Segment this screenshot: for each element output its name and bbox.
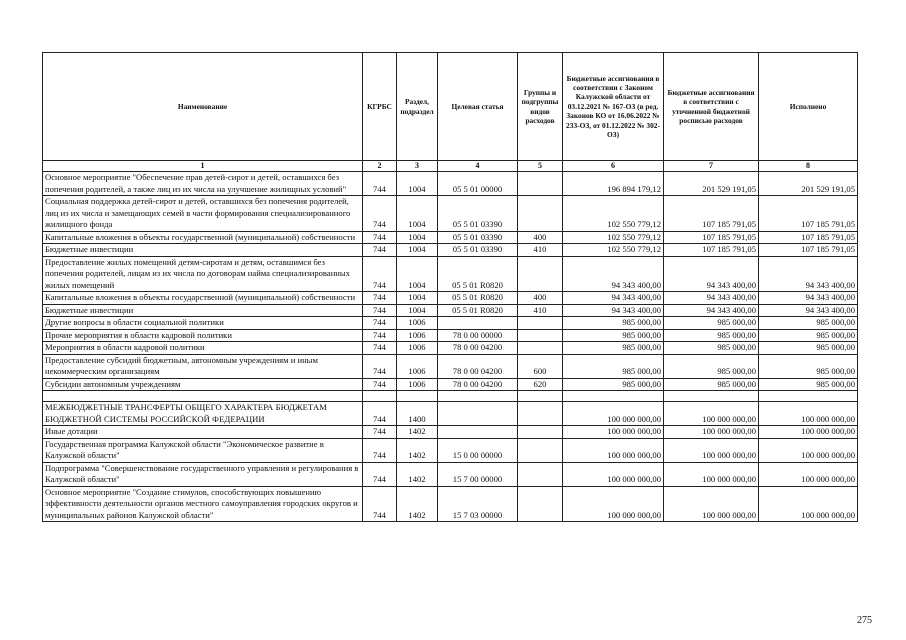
row-kgrbs: 744 bbox=[363, 402, 397, 426]
header-executed: Исполнено bbox=[759, 53, 858, 161]
row-group: 410 bbox=[518, 244, 563, 257]
column-number: 2 bbox=[363, 161, 397, 172]
row-refined-amount: 94 343 400,00 bbox=[664, 304, 759, 317]
row-law-amount: 985 000,00 bbox=[563, 378, 664, 391]
row-executed-amount: 985 000,00 bbox=[759, 354, 858, 378]
row-target: 15 0 00 00000 bbox=[438, 438, 518, 462]
row-law-amount: 985 000,00 bbox=[563, 329, 664, 342]
column-number: 6 bbox=[563, 161, 664, 172]
row-kgrbs: 744 bbox=[363, 462, 397, 486]
table-row bbox=[43, 402, 858, 426]
table-row bbox=[43, 462, 858, 486]
row-group bbox=[518, 462, 563, 486]
row-group bbox=[518, 317, 563, 330]
spacer-cell bbox=[397, 391, 438, 402]
row-target: 05 5 01 R0820 bbox=[438, 256, 518, 292]
row-law-amount: 94 343 400,00 bbox=[563, 304, 664, 317]
row-refined-amount: 107 185 791,05 bbox=[664, 196, 759, 232]
row-name: Субсидии автономным учреждениям bbox=[43, 378, 363, 391]
row-name: Мероприятия в области кадровой политики bbox=[43, 342, 363, 355]
row-group bbox=[518, 256, 563, 292]
row-kgrbs: 744 bbox=[363, 256, 397, 292]
row-section: 1004 bbox=[397, 172, 438, 196]
row-target bbox=[438, 426, 518, 439]
row-section: 1004 bbox=[397, 244, 438, 257]
row-refined-amount: 985 000,00 bbox=[664, 329, 759, 342]
row-target: 05 5 01 03390 bbox=[438, 231, 518, 244]
header-row bbox=[43, 53, 858, 161]
row-group bbox=[518, 426, 563, 439]
row-section: 1400 bbox=[397, 402, 438, 426]
table-row bbox=[43, 172, 858, 196]
row-name: Бюджетные инвестиции bbox=[43, 244, 363, 257]
column-number: 7 bbox=[664, 161, 759, 172]
row-refined-amount: 985 000,00 bbox=[664, 342, 759, 355]
row-executed-amount: 100 000 000,00 bbox=[759, 486, 858, 522]
row-section: 1006 bbox=[397, 329, 438, 342]
row-law-amount: 94 343 400,00 bbox=[563, 256, 664, 292]
row-group bbox=[518, 402, 563, 426]
table-row bbox=[43, 426, 858, 439]
row-group bbox=[518, 342, 563, 355]
row-name: Основное мероприятие "Создание стимулов, способствующих повышению эффективности деятельности органов местного самоуправления городских округов и муниципальных районов Калужской области" bbox=[43, 486, 363, 522]
row-section: 1402 bbox=[397, 462, 438, 486]
row-group: 400 bbox=[518, 292, 563, 305]
row-law-amount: 100 000 000,00 bbox=[563, 402, 664, 426]
row-law-amount: 100 000 000,00 bbox=[563, 486, 664, 522]
budget-table bbox=[42, 52, 858, 522]
row-target: 05 5 01 R0820 bbox=[438, 292, 518, 305]
header-assign-refined: Бюджетные ассигнования в соответствии с уточненной бюджетной росписью расходов bbox=[664, 53, 759, 161]
table-row bbox=[43, 231, 858, 244]
row-section: 1006 bbox=[397, 342, 438, 355]
row-group: 410 bbox=[518, 304, 563, 317]
row-target: 05 5 01 03390 bbox=[438, 196, 518, 232]
row-refined-amount: 94 343 400,00 bbox=[664, 256, 759, 292]
row-group: 400 bbox=[518, 231, 563, 244]
row-kgrbs: 744 bbox=[363, 329, 397, 342]
row-target: 78 0 00 04200 bbox=[438, 378, 518, 391]
spacer-cell bbox=[518, 391, 563, 402]
row-name: Социальная поддержка детей-сирот и детей, оставшихся без попечения родителей, лиц из их числа и замещающих семей в части формирования специализированного жилищного фонда bbox=[43, 196, 363, 232]
row-refined-amount: 985 000,00 bbox=[664, 317, 759, 330]
row-kgrbs: 744 bbox=[363, 172, 397, 196]
row-kgrbs: 744 bbox=[363, 426, 397, 439]
row-group: 600 bbox=[518, 354, 563, 378]
table-row bbox=[43, 196, 858, 232]
spacer-cell bbox=[563, 391, 664, 402]
spacer-row bbox=[43, 391, 858, 402]
table-row bbox=[43, 292, 858, 305]
row-kgrbs: 744 bbox=[363, 342, 397, 355]
spacer-cell bbox=[43, 391, 363, 402]
row-target bbox=[438, 317, 518, 330]
row-executed-amount: 985 000,00 bbox=[759, 329, 858, 342]
table-row bbox=[43, 329, 858, 342]
row-executed-amount: 94 343 400,00 bbox=[759, 292, 858, 305]
budget-report-page bbox=[42, 52, 858, 522]
row-law-amount: 985 000,00 bbox=[563, 342, 664, 355]
row-kgrbs: 744 bbox=[363, 231, 397, 244]
row-section: 1006 bbox=[397, 317, 438, 330]
row-section: 1004 bbox=[397, 292, 438, 305]
row-law-amount: 102 550 779,12 bbox=[563, 196, 664, 232]
row-kgrbs: 744 bbox=[363, 317, 397, 330]
row-refined-amount: 201 529 191,05 bbox=[664, 172, 759, 196]
spacer-cell bbox=[363, 391, 397, 402]
column-number: 3 bbox=[397, 161, 438, 172]
row-executed-amount: 94 343 400,00 bbox=[759, 304, 858, 317]
row-name: Иные дотации bbox=[43, 426, 363, 439]
row-refined-amount: 107 185 791,05 bbox=[664, 244, 759, 257]
row-target: 78 0 00 04200 bbox=[438, 342, 518, 355]
row-name: Капитальные вложения в объекты государственной (муниципальной) собственности bbox=[43, 231, 363, 244]
row-law-amount: 100 000 000,00 bbox=[563, 462, 664, 486]
row-law-amount: 100 000 000,00 bbox=[563, 426, 664, 439]
row-refined-amount: 985 000,00 bbox=[664, 354, 759, 378]
spacer-cell bbox=[664, 391, 759, 402]
row-kgrbs: 744 bbox=[363, 354, 397, 378]
row-name: Предоставление жилых помещений детям-сиротам и детям, оставшимся без попечения родителей, лицам из их числа по договорам найма специализированных жилых помещений bbox=[43, 256, 363, 292]
row-executed-amount: 100 000 000,00 bbox=[759, 426, 858, 439]
row-kgrbs: 744 bbox=[363, 292, 397, 305]
row-section: 1006 bbox=[397, 378, 438, 391]
row-target: 05 5 01 R0820 bbox=[438, 304, 518, 317]
header-assign-law: Бюджетные ассигнования в соответствии с Законом Калужской области от 03.12.2021 № 167-ОЗ (в ред. Законов КО от 16.06.2022 № 233-ОЗ, от 01.12.2022 № 302-ОЗ) bbox=[563, 53, 664, 161]
row-refined-amount: 100 000 000,00 bbox=[664, 402, 759, 426]
row-group bbox=[518, 438, 563, 462]
row-refined-amount: 107 185 791,05 bbox=[664, 231, 759, 244]
row-executed-amount: 107 185 791,05 bbox=[759, 231, 858, 244]
table-row bbox=[43, 438, 858, 462]
row-law-amount: 196 894 179,12 bbox=[563, 172, 664, 196]
row-refined-amount: 100 000 000,00 bbox=[664, 438, 759, 462]
row-executed-amount: 985 000,00 bbox=[759, 378, 858, 391]
row-section: 1004 bbox=[397, 256, 438, 292]
row-section: 1004 bbox=[397, 196, 438, 232]
row-name: Бюджетные инвестиции bbox=[43, 304, 363, 317]
table-row bbox=[43, 342, 858, 355]
row-target: 05 5 01 03390 bbox=[438, 244, 518, 257]
row-executed-amount: 100 000 000,00 bbox=[759, 462, 858, 486]
row-target: 15 7 03 00000 bbox=[438, 486, 518, 522]
row-refined-amount: 100 000 000,00 bbox=[664, 426, 759, 439]
row-name: Другие вопросы в области социальной политики bbox=[43, 317, 363, 330]
column-number: 8 bbox=[759, 161, 858, 172]
row-executed-amount: 201 529 191,05 bbox=[759, 172, 858, 196]
row-law-amount: 100 000 000,00 bbox=[563, 438, 664, 462]
row-kgrbs: 744 bbox=[363, 196, 397, 232]
spacer-cell bbox=[438, 391, 518, 402]
row-name: Государственная программа Калужской области "Экономическое развитие в Калужской области" bbox=[43, 438, 363, 462]
row-section: 1004 bbox=[397, 231, 438, 244]
row-executed-amount: 100 000 000,00 bbox=[759, 438, 858, 462]
row-section: 1006 bbox=[397, 354, 438, 378]
column-number-row bbox=[43, 161, 858, 172]
row-name: Предоставление субсидий бюджетным, автономным учреждениям и иным некоммерческим организациям bbox=[43, 354, 363, 378]
header-kgrbs: КГРБС bbox=[363, 53, 397, 161]
header-target: Целевая статья bbox=[438, 53, 518, 161]
row-group bbox=[518, 486, 563, 522]
row-name: Капитальные вложения в объекты государственной (муниципальной) собственности bbox=[43, 292, 363, 305]
row-law-amount: 985 000,00 bbox=[563, 317, 664, 330]
row-executed-amount: 985 000,00 bbox=[759, 342, 858, 355]
row-kgrbs: 744 bbox=[363, 244, 397, 257]
row-name: Основное мероприятие "Обеспечение прав детей-сирот и детей, оставшихся без попечения родителей, а также лиц из их числа на улучшение жилищных условий" bbox=[43, 172, 363, 196]
row-law-amount: 94 343 400,00 bbox=[563, 292, 664, 305]
row-target: 15 7 00 00000 bbox=[438, 462, 518, 486]
row-executed-amount: 100 000 000,00 bbox=[759, 402, 858, 426]
row-kgrbs: 744 bbox=[363, 304, 397, 317]
row-section: 1004 bbox=[397, 304, 438, 317]
row-name: МЕЖБЮДЖЕТНЫЕ ТРАНСФЕРТЫ ОБЩЕГО ХАРАКТЕРА БЮДЖЕТАМ БЮДЖЕТНОЙ СИСТЕМЫ РОССИЙСКОЙ ФЕДЕРАЦИИ bbox=[43, 402, 363, 426]
row-group bbox=[518, 329, 563, 342]
row-group: 620 bbox=[518, 378, 563, 391]
spacer-cell bbox=[759, 391, 858, 402]
row-kgrbs: 744 bbox=[363, 486, 397, 522]
row-executed-amount: 107 185 791,05 bbox=[759, 244, 858, 257]
table-row bbox=[43, 354, 858, 378]
row-law-amount: 985 000,00 bbox=[563, 354, 664, 378]
row-executed-amount: 94 343 400,00 bbox=[759, 256, 858, 292]
row-target: 78 0 00 04200 bbox=[438, 354, 518, 378]
table-row bbox=[43, 317, 858, 330]
row-refined-amount: 94 343 400,00 bbox=[664, 292, 759, 305]
header-section: Раздел, подраздел bbox=[397, 53, 438, 161]
column-number: 1 bbox=[43, 161, 363, 172]
column-number: 4 bbox=[438, 161, 518, 172]
row-target: 78 0 00 00000 bbox=[438, 329, 518, 342]
row-refined-amount: 100 000 000,00 bbox=[664, 462, 759, 486]
row-refined-amount: 100 000 000,00 bbox=[664, 486, 759, 522]
row-section: 1402 bbox=[397, 486, 438, 522]
row-executed-amount: 985 000,00 bbox=[759, 317, 858, 330]
row-section: 1402 bbox=[397, 426, 438, 439]
row-name: Подпрограмма "Совершенствование государственного управления и регулирования в Калужской области" bbox=[43, 462, 363, 486]
table-row bbox=[43, 256, 858, 292]
header-name: Наименование bbox=[43, 53, 363, 161]
row-kgrbs: 744 bbox=[363, 378, 397, 391]
row-target: 05 5 01 00000 bbox=[438, 172, 518, 196]
row-name: Прочие мероприятия в области кадровой политики bbox=[43, 329, 363, 342]
row-refined-amount: 985 000,00 bbox=[664, 378, 759, 391]
table-row bbox=[43, 486, 858, 522]
page-number: 275 bbox=[857, 615, 872, 626]
row-law-amount: 102 550 779,12 bbox=[563, 244, 664, 257]
row-executed-amount: 107 185 791,05 bbox=[759, 196, 858, 232]
header-groups: Группы и подгруппы видов расходов bbox=[518, 53, 563, 161]
column-number: 5 bbox=[518, 161, 563, 172]
table-row bbox=[43, 304, 858, 317]
row-target bbox=[438, 402, 518, 426]
row-law-amount: 102 550 779,12 bbox=[563, 231, 664, 244]
table-row bbox=[43, 244, 858, 257]
row-group bbox=[518, 172, 563, 196]
table-row bbox=[43, 378, 858, 391]
row-section: 1402 bbox=[397, 438, 438, 462]
row-kgrbs: 744 bbox=[363, 438, 397, 462]
row-group bbox=[518, 196, 563, 232]
